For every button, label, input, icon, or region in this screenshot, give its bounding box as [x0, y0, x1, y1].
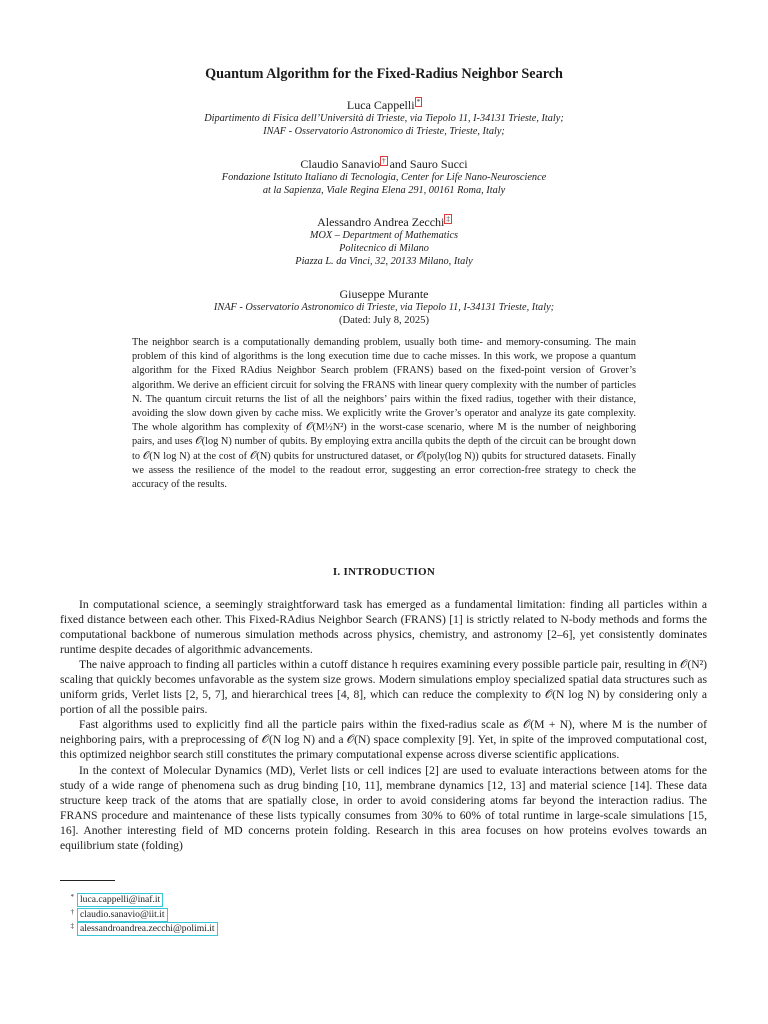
- affiliation-line: INAF - Osservatorio Astronomico di Trieste, via Tiepolo 11, I-34131 Trieste, Italy;: [213, 302, 555, 313]
- body-text: [60, 597, 707, 853]
- author-name-text: Claudio Sanavio: [300, 157, 381, 171]
- paragraph: In computational science, a seemingly straightforward task has emerged as a fundamental limitation: finding all particles within a fixed distance between each other. This Fixed-RAdius Neighbor Search (FRANS) [1] is strictly related to N-body methods and forms the computational backbone of numerous simulation methods across physics, chemistry, and astronomy [2–6], yet consistently dominates runtime despite decades of algorithmic advancements.: [60, 598, 707, 657]
- author-name-text: Alessandro Andrea Zecchi: [317, 215, 445, 229]
- affiliation-line: Piazza L. da Vinci, 32, 20133 Milano, Italy: [295, 256, 473, 267]
- paragraph: Fast algorithms used to explicitly find all the particle pairs within the fixed-radius scale as 𝒪(M + N), where M is the number of neighboring pairs, with a preprocessing of 𝒪(N log N) and a 𝒪(N) space complexity [9]. Yet, in spite of the improved computational cost, this optimized neighbor search still constitutes the primary computational expense across diverse scientific applications.: [60, 718, 707, 762]
- footnote-symbol: *: [70, 893, 74, 901]
- author-block-4: [0, 287, 768, 327]
- author-block-2: [0, 157, 768, 197]
- affiliation-line: INAF - Osservatorio Astronomico di Trieste, Trieste, Italy;: [263, 126, 505, 137]
- email-link[interactable]: alessandroandrea.zecchi@polimi.it: [80, 923, 215, 935]
- abstract: The neighbor search is a computationally demanding problem, usually both time- and memory-consuming. The main problem of this kind of algorithms is the long execution time due to cache misses. In this work, we propose a quantum algorithm for the Fixed RAdius Neighbor Search problem (FRANS) based on the fixed-point version of Grover’s algorithm. We derive an efficient circuit for solving the FRANS with linear query complexity with the number of particles N. The quantum circuit returns the list of all the neighbors’ pairs within the fixed radius, together with their distance, avoiding the slow down given by cache miss. We explicitly write the Grover’s operator and analyze its gate complexity. The whole algorithm has complexity of 𝒪(M½N²) in the worst-case scenario, where M is the number of neighboring pairs, and uses 𝒪(log N) number of qubits. By employing extra ancilla qubits the depth of the circuit can be brought down to 𝒪(N log N) at the cost of 𝒪(N) qubits for unstructured dataset, or 𝒪(poly(log N)) qubits for structured datasets. Finally we assess the resilience of the model to the readout error, suggesting an error correction-free strategy to check the accuracy of the results.: [132, 337, 636, 491]
- footnote: [60, 922, 217, 937]
- author-name: [0, 157, 768, 171]
- affiliation-line: at la Sapienza, Viale Regina Elena 291, 00161 Roma, Italy: [262, 185, 506, 196]
- author-block-1: [0, 98, 768, 138]
- footnote-rule: [60, 880, 115, 881]
- email-link[interactable]: luca.cappelli@inaf.it: [80, 894, 161, 906]
- footnote-link[interactable]: ‡: [446, 215, 450, 223]
- footnote: [60, 908, 217, 923]
- footnote-symbol: †: [70, 907, 74, 916]
- paper-title: Quantum Algorithm for the Fixed-Radius Neighbor Search: [205, 66, 563, 82]
- email-link[interactable]: claudio.sanavio@iit.it: [80, 908, 165, 920]
- paragraph: In the context of Molecular Dynamics (MD), Verlet lists or cell indices [2] are used to evaluate interactions between atoms for the study of a wide range of phenomena such as drug binding [10, 11], membrane dynamics [12, 13] and material science [14]. These data structure keep track of the atoms that are spatially close, in order to avoid considering atoms far beyond the interaction radius. The FRANS procedure and maintenance of these lists typically consumes from 30% to 60% of total runtime in large-scale simulations [15, 16]. Another interesting field of MD concerns protein folding. Research in this area focuses on how proteins evolves towards an equilibrium state (folding): [60, 763, 707, 852]
- affiliation-line: Politecnico di Milano: [339, 243, 429, 254]
- date-line: (Dated: July 8, 2025): [338, 315, 430, 326]
- paragraph: The naive approach to finding all particles within a cutoff distance h requires examining every possible particle pair, resulting in 𝒪(N²) scaling that quickly becomes unfavorable as the system size grows. Modern simulations employ specialized spatial data structures such as uniform grids, Verlet lists [2, 5, 7], and hierarchical trees [4, 8], which can reduce the complexity to 𝒪(N log N) by considering only a portion of all the possible pairs.: [60, 658, 707, 717]
- footnote: [60, 893, 217, 908]
- section-heading: I. INTRODUCTION: [332, 566, 436, 578]
- author-block-3: [0, 215, 768, 268]
- author-name: Giuseppe Murante: [339, 287, 429, 301]
- footnote-link[interactable]: *: [416, 98, 421, 106]
- author-name-text: and Sauro Succi: [386, 157, 468, 171]
- affiliation-line: MOX – Department of Mathematics: [309, 230, 459, 241]
- author-name: [0, 215, 768, 229]
- footnote-link[interactable]: †: [382, 157, 386, 165]
- author-name: [0, 98, 768, 112]
- footnotes: [60, 893, 217, 937]
- affiliation-line: Fondazione Istituto Italiano di Tecnologia, Center for Life Nano-Neuroscience: [221, 172, 547, 183]
- affiliation-line: Dipartimento di Fisica dell’Università di Trieste, via Tiepolo 11, I-34131 Trieste, Italy;: [204, 113, 564, 124]
- footnote-symbol: ‡: [70, 922, 74, 931]
- author-name-text: Luca Cappelli: [346, 98, 415, 112]
